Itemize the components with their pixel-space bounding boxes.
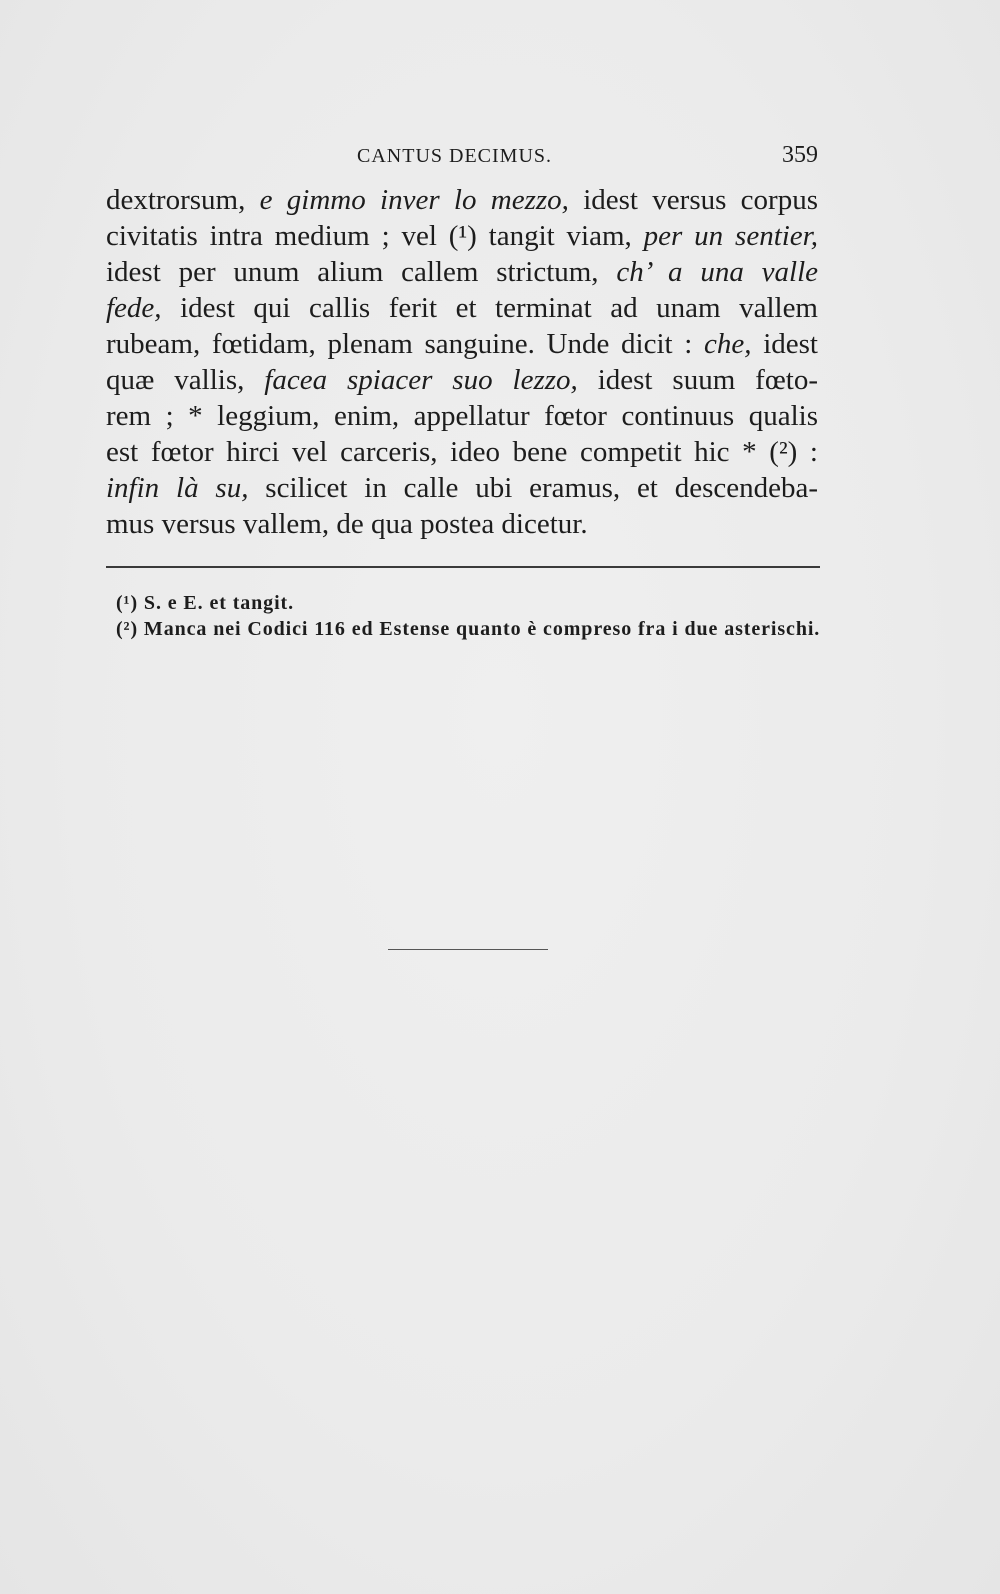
text-line bbox=[106, 506, 818, 542]
quoted-verse: ch’ a una valle bbox=[616, 256, 819, 288]
line-text: quæ vallis, bbox=[106, 364, 265, 396]
line-text: idest versus corpus bbox=[568, 184, 818, 216]
page-number: 359 bbox=[782, 142, 818, 168]
text-line bbox=[106, 398, 818, 434]
footnote-2: (²) Manca nei Codici 116 ed Estense quanto è compreso fra i due asterischi. bbox=[116, 618, 821, 640]
line-text: rem ; * leggium, enim, appellatur fœtor continuus qualis bbox=[106, 400, 818, 432]
footnote-rule bbox=[106, 566, 820, 568]
commentary-paragraph bbox=[106, 182, 818, 542]
footnotes bbox=[116, 590, 820, 642]
line-text: est fœtor hirci vel carceris, ideo bene competit hic * (²) : bbox=[106, 436, 818, 468]
line-text: scilicet in calle ubi eramus, et descendeba- bbox=[248, 472, 819, 504]
line-text: idest qui callis ferit et terminat ad unam vallem bbox=[161, 292, 818, 324]
quoted-verse: che, bbox=[704, 328, 752, 360]
running-head: CANTUS DECIMUS. bbox=[357, 145, 553, 167]
line-text: rubeam, fœtidam, plenam sanguine. Unde dicit : bbox=[106, 328, 705, 360]
text-line bbox=[106, 218, 818, 254]
text-line bbox=[106, 290, 818, 326]
quoted-verse: e gimmo inver lo mezzo, bbox=[259, 184, 569, 216]
quoted-verse: facea spiacer suo lezzo, bbox=[264, 364, 578, 396]
text-line bbox=[106, 326, 818, 362]
text-line bbox=[106, 362, 818, 398]
line-text: idest bbox=[751, 328, 818, 360]
line-text: idest suum fœto- bbox=[577, 364, 818, 396]
line-text: civitatis intra medium ; vel (¹) tangit viam, bbox=[106, 220, 644, 252]
line-text: idest per unum alium callem strictum, bbox=[106, 256, 617, 288]
line-text: dextrorsum, bbox=[106, 184, 260, 216]
end-rule bbox=[388, 949, 548, 950]
quoted-verse: per un sentier, bbox=[643, 220, 818, 252]
text-line bbox=[106, 182, 818, 218]
text-line bbox=[106, 470, 818, 506]
footnote-1: (¹) S. e E. et tangit. bbox=[116, 592, 294, 614]
quoted-verse: infin là su, bbox=[106, 472, 249, 504]
line-text: mus versus vallem, de qua postea dicetur. bbox=[106, 508, 588, 540]
text-line bbox=[106, 434, 818, 470]
quoted-verse: fede, bbox=[106, 292, 162, 324]
text-line bbox=[106, 254, 818, 290]
